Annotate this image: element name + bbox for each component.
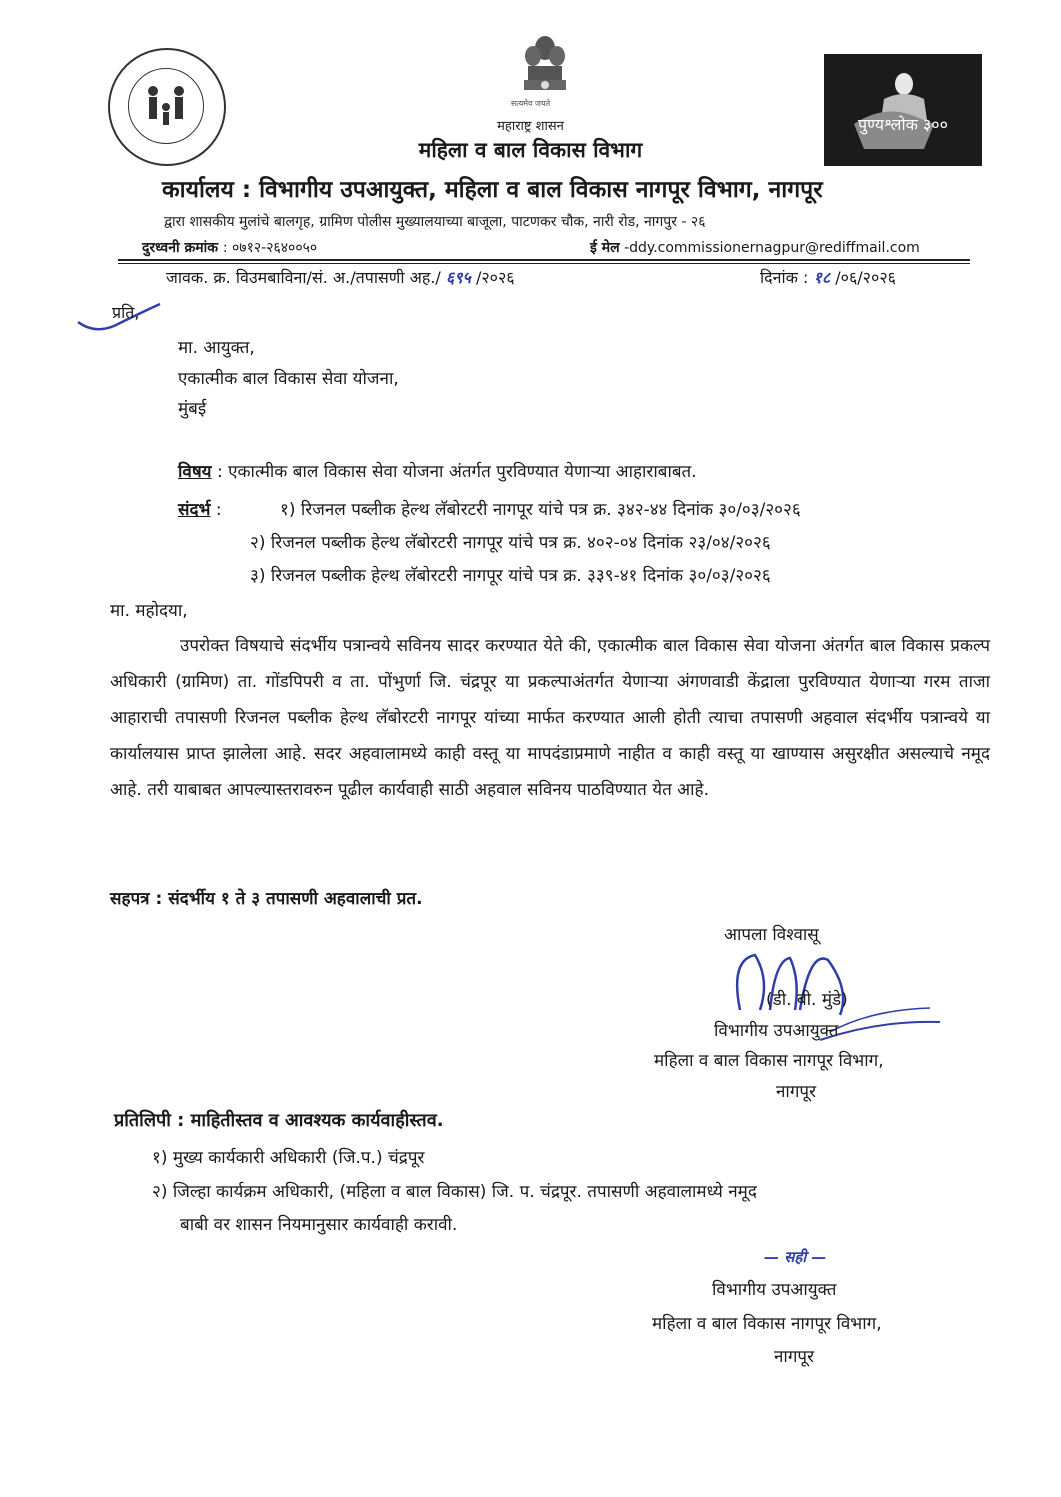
subject-label: विषय bbox=[178, 462, 212, 482]
addressee-line-1: मा. आयुक्त, bbox=[178, 338, 255, 358]
addressee-prefix: प्रति, bbox=[112, 303, 140, 322]
body-paragraph: उपरोक्त विषयाचे संदर्भीय पत्रान्वये सविनय सादर करण्यात येते की, एकात्मीक बाल विकास सेवा योजना अंतर्गत बाल विकास प्रकल्प अधिकारी (ग्रामिण) ता. गोंडपिपरी व ता. पोंभुर्णा जि. चंद्रपूर या प्रकल्पाअंतर्गत येणाऱ्या अंगणवाडी केंद्राला पुरविण्यात येणाऱ्या गरम ताजा आहाराची तपासणी रिजनल पब्लीक हेल्थ लॅबोरटरी नागपूर यांच्या मार्फत करण्यात आली होती त्याचा तपासणी अहवाल संदर्भीय पत्रान्वये या कार्यालयास प्राप्त झालेला आहे. सदर अहवालामध्ये काही वस्तू या मापदंडाप्रमाणे नाहीत व काही वस्तू या खाण्यास असुरक्षीत असल्याचे नमूद आहे. तरी याबाबत आपल्यास्तरावरुन पूढील कार्यवाही साठी अहवाल सविनय पाठविण्यात येत आहे. bbox=[110, 636, 990, 800]
reference-number bbox=[166, 266, 515, 288]
reference-item-2: २) रिजनल पब्लीक हेल्थ लॅबोरटरी नागपूर यांचे पत्र क्र. ४०२-०४ दिनांक २३/०४/२०२६ bbox=[250, 533, 771, 553]
header-divider bbox=[118, 259, 970, 261]
references-label-text: संदर्भ bbox=[178, 500, 211, 520]
department-name: महिला व बाल विकास विभाग bbox=[418, 138, 643, 162]
signatory-department: महिला व बाल विकास नागपूर विभाग, bbox=[654, 1051, 884, 1071]
date-handwritten-day: १८ bbox=[813, 268, 831, 287]
government-name: महाराष्ट्र शासन bbox=[497, 119, 564, 134]
salutation: मा. महोदया, bbox=[110, 601, 188, 621]
signatory-city: नागपूर bbox=[776, 1082, 817, 1102]
subject-text: : एकात्मीक बाल विकास सेवा योजना अंतर्गत पुरविण्यात येणाऱ्या आहाराबाबत. bbox=[211, 462, 697, 482]
footer-department: महिला व बाल विकास नागपूर विभाग, bbox=[652, 1314, 882, 1334]
enclosure-line: सहपत्र : संदर्भीय १ ते ३ तपासणी अहवालाची प्रत. bbox=[110, 889, 423, 909]
photo-text: पुण्यश्लोक ३०० bbox=[858, 115, 948, 134]
phone-line bbox=[142, 238, 317, 257]
signatory-designation: विभागीय उपआयुक्त bbox=[714, 1021, 839, 1041]
ref-prefix: जावक. क्र. विउमबाविना/सं. अ./तपासणी अह./ bbox=[166, 268, 441, 287]
addressee-line-2: एकात्मीक बाल विकास सेवा योजना, bbox=[178, 369, 399, 389]
ref-handwritten-number: ६९५ bbox=[445, 268, 471, 287]
date-label: दिनांक : bbox=[760, 268, 809, 287]
header-divider-thin bbox=[118, 263, 970, 264]
references-label: संदर्भ : bbox=[178, 500, 222, 520]
email-line bbox=[590, 238, 920, 257]
date-rest: /०६/२०२६ bbox=[835, 268, 896, 287]
copy-heading: प्रतिलिपी : माहितीस्तव व आवश्यक कार्यवाहीस्तव. bbox=[114, 1110, 444, 1131]
email-label: ई मेल bbox=[590, 240, 620, 256]
copy-item-2-continued: बाबी वर शासन नियमानुसार कार्यवाही करावी. bbox=[180, 1215, 458, 1235]
email-address[interactable]: -ddy.commissionernagpur@rediffmail.com bbox=[624, 240, 920, 256]
ref-year: /२०२६ bbox=[475, 268, 515, 287]
addressee-line-3: मुंबई bbox=[178, 399, 207, 419]
copy-item-2: २) जिल्हा कार्यक्रम अधिकारी, (महिला व बाल विकास) जि. प. चंद्रपूर. तपासणी अहवालामध्ये नमूद bbox=[152, 1182, 757, 1202]
office-title: कार्यालय : विभागीय उपआयुक्त, महिला व बाल विकास नागपूर विभाग, नागपूर bbox=[162, 177, 823, 203]
signatory-name: (डी. बी. मुंडे) bbox=[766, 990, 848, 1010]
reference-item-1: १) रिजनल पब्लीक हेल्थ लॅबोरटरी नागपूर यांचे पत्र क्र. ३४२-४४ दिनांक ३०/०३/२०२६ bbox=[280, 500, 801, 520]
phone-label: दुरध्वनी क्रमांक bbox=[142, 240, 218, 256]
office-address: द्वारा शासकीय मुलांचे बालगृह, ग्रामिण पोलीस मुख्यालयाच्या बाजूला, पाटणकर चौक, नारी रोड, नागपुर - २६ bbox=[164, 214, 706, 230]
emblem-caption: सत्यमेव जयते bbox=[510, 99, 551, 108]
phone-number: : ०७१२-२६४००५० bbox=[222, 240, 318, 256]
subject-line bbox=[178, 459, 697, 482]
letter-date bbox=[760, 266, 896, 288]
copy-item-1: १) मुख्य कार्यकारी अधिकारी (जि.प.) चंद्रपूर bbox=[152, 1148, 425, 1168]
closing: आपला विश्वासू bbox=[724, 925, 819, 945]
footer-designation: विभागीय उपआयुक्त bbox=[712, 1280, 837, 1300]
footer-city: नागपूर bbox=[774, 1347, 815, 1367]
reference-item-3: ३) रिजनल पब्लीक हेल्थ लॅबोरटरी नागपूर यांचे पत्र क्र. ३३९-४१ दिनांक ३०/०३/२०२६ bbox=[250, 566, 771, 586]
initials: — सही — bbox=[764, 1248, 827, 1266]
